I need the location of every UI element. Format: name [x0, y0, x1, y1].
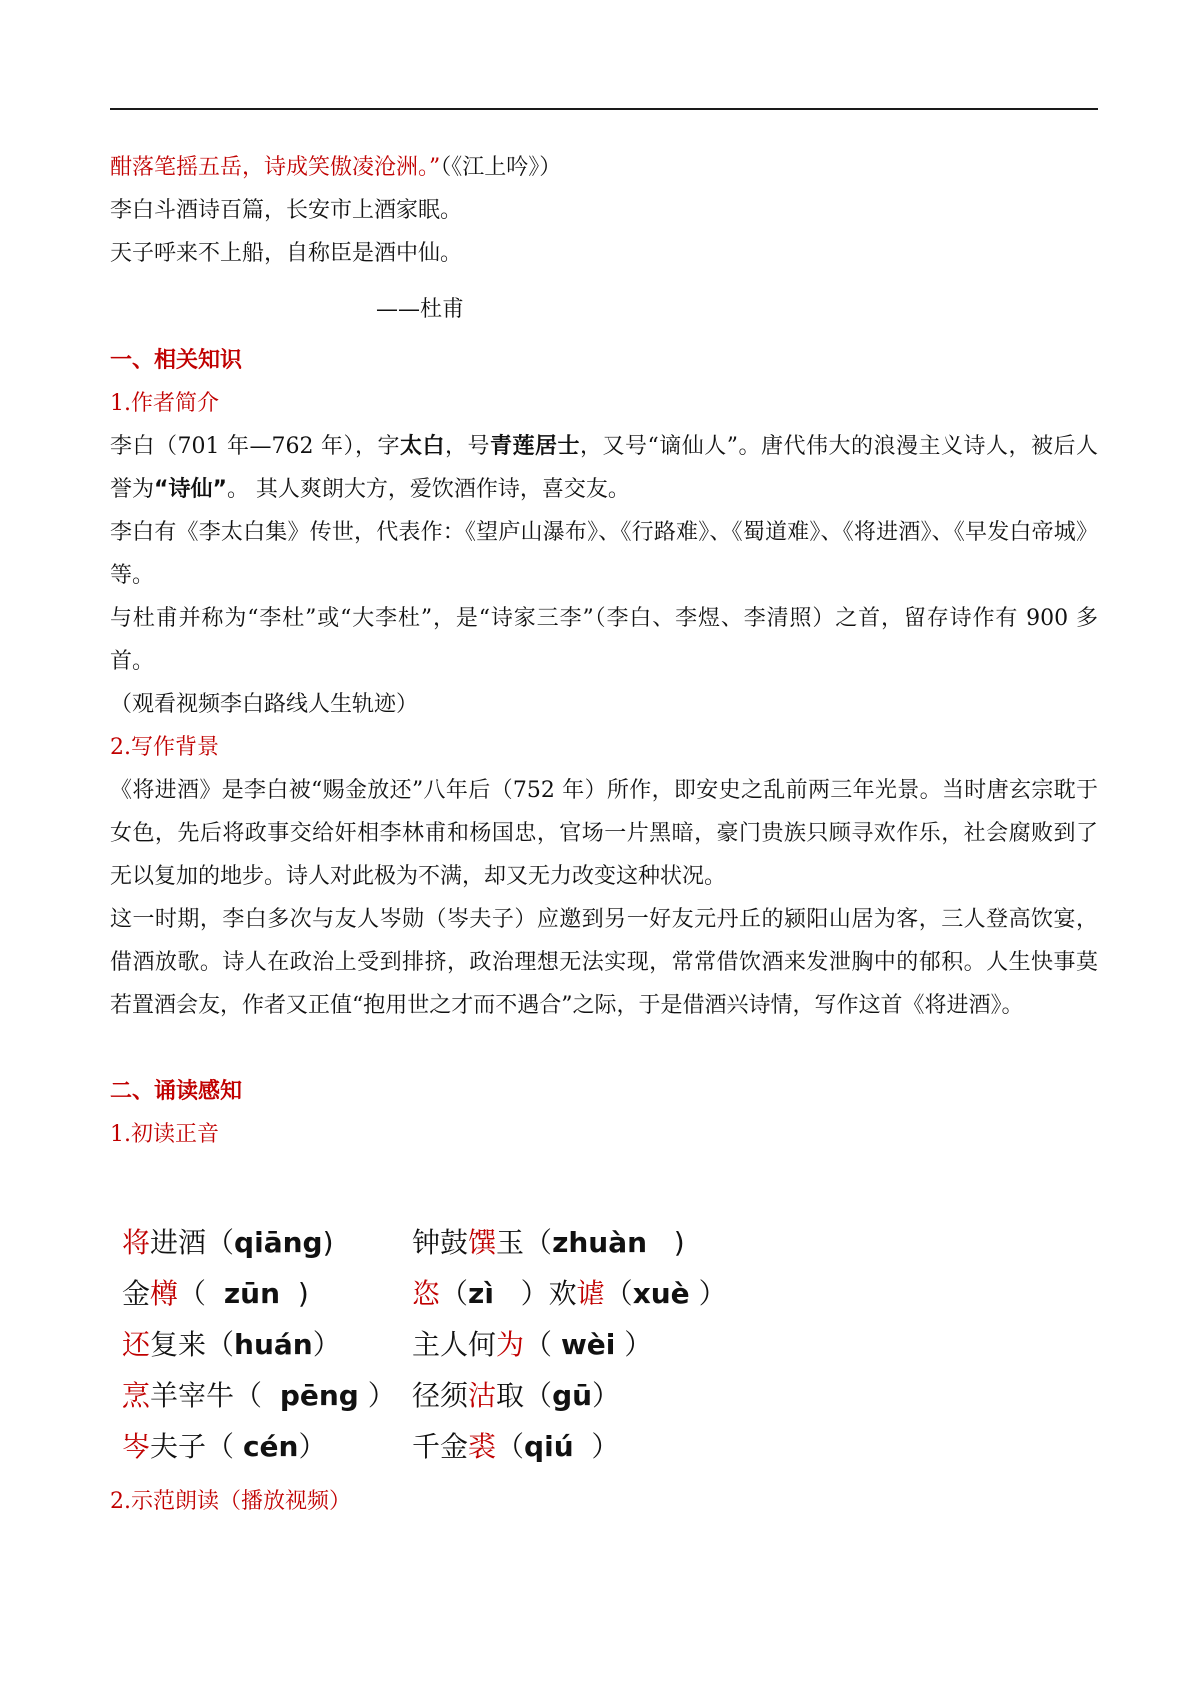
background-paragraph-2: 这一时期，李白多次与友人岑勋（岑夫子）应邀到另一好友元丹丘的颍阳山居为客，三人登高饮宴，借酒放歌。诗人在政治上受到排挤，政治理想无法实现，常常借饮酒来发泄胸中的郁积。人生快事莫若置酒会友，作者又正值“抱用世之才而不遇合”之际，于是借酒兴诗情，写作这首《将进酒》。 — [110, 907, 1098, 1018]
pronunciation-item: 钟鼓馔玉（zhuàn ) — [412, 1226, 685, 1259]
pronunciation-row — [122, 1268, 1022, 1319]
representative-works: 李白有《李太白集》传世，代表作：《望庐山瀑布》、《行路难》、《蜀道难》、《将进酒》、《早发白帝城》等。 — [110, 520, 1098, 588]
pronunciation-item: 金樽（ zūn ) — [122, 1277, 309, 1310]
pronunciation-item: 径须沽取（gū） — [412, 1379, 621, 1412]
section-heading: 一、相关知识 — [110, 348, 243, 373]
intro-line-3: 天子呼来不上船，自称臣是酒中仙。 — [110, 241, 463, 266]
pronunciation-item: 岑夫子（ cén） — [122, 1430, 327, 1463]
document-body — [110, 146, 1098, 1156]
pronunciation-row — [122, 1370, 1022, 1421]
pronunciation-row — [122, 1217, 1022, 1268]
pronunciation-item: 千金裘（qiú ） — [412, 1430, 620, 1463]
subsection-heading: 1.初读正音 — [110, 1122, 219, 1147]
background-paragraph-1: 《将进酒》是李白被“赐金放还”八年后（752 年）所作，即安史之乱前两三年光景。当时唐玄宗耽于女色，先后将政事交给奸相李林甫和杨国忠，官场一片黑暗，豪门贵族只顾寻欢作乐，社会腐败到了无以复加的地步。诗人对此极为不满，却又无力改变这种状况。 — [110, 778, 1098, 889]
pronunciation-item: 恣（zì ）欢谑（xuè ） — [412, 1277, 727, 1310]
author-bio: 李白（701 年—762 年），字太白，号青莲居士，又号“谪仙人”。唐代伟大的浪漫主义诗人，被后人誉为“诗仙”。 其人爽朗大方，爱饮酒作诗，喜交友。 — [110, 434, 1098, 502]
fame-paragraph: 与杜甫并称为“李杜”或“大李杜”，是“诗家三李”（李白、李煜、李清照）之首，留存诗作有 900 多首。 — [110, 606, 1098, 674]
pronunciation-item: 还复来（huán） — [122, 1328, 341, 1361]
subsection-heading: 2.示范朗读（播放视频） — [110, 1489, 351, 1514]
pronunciation-row — [122, 1319, 1022, 1370]
signature: ——杜甫 — [376, 297, 465, 322]
pronunciation-row — [122, 1421, 1022, 1472]
intro-line-2: 李白斗酒诗百篇，长安市上酒家眠。 — [110, 198, 463, 223]
header-rule — [110, 108, 1098, 110]
subsection-heading: 2.写作背景 — [110, 735, 219, 760]
subsection-heading: 1.作者简介 — [110, 391, 219, 416]
section-heading: 二、诵读感知 — [110, 1079, 243, 1104]
pronunciation-item: 将进酒（qiāng) — [122, 1226, 334, 1259]
pronunciation-item: 主人何为（ wèi ） — [412, 1328, 653, 1361]
intro-line-1: 酣落笔摇五岳，诗成笑傲凌沧洲。”（《江上吟》） — [110, 155, 562, 180]
pronunciation-table — [122, 1217, 1022, 1472]
pronunciation-item: 烹羊宰牛（ pēng ） — [122, 1379, 396, 1412]
video-note: （观看视频李白路线人生轨迹） — [110, 692, 419, 717]
